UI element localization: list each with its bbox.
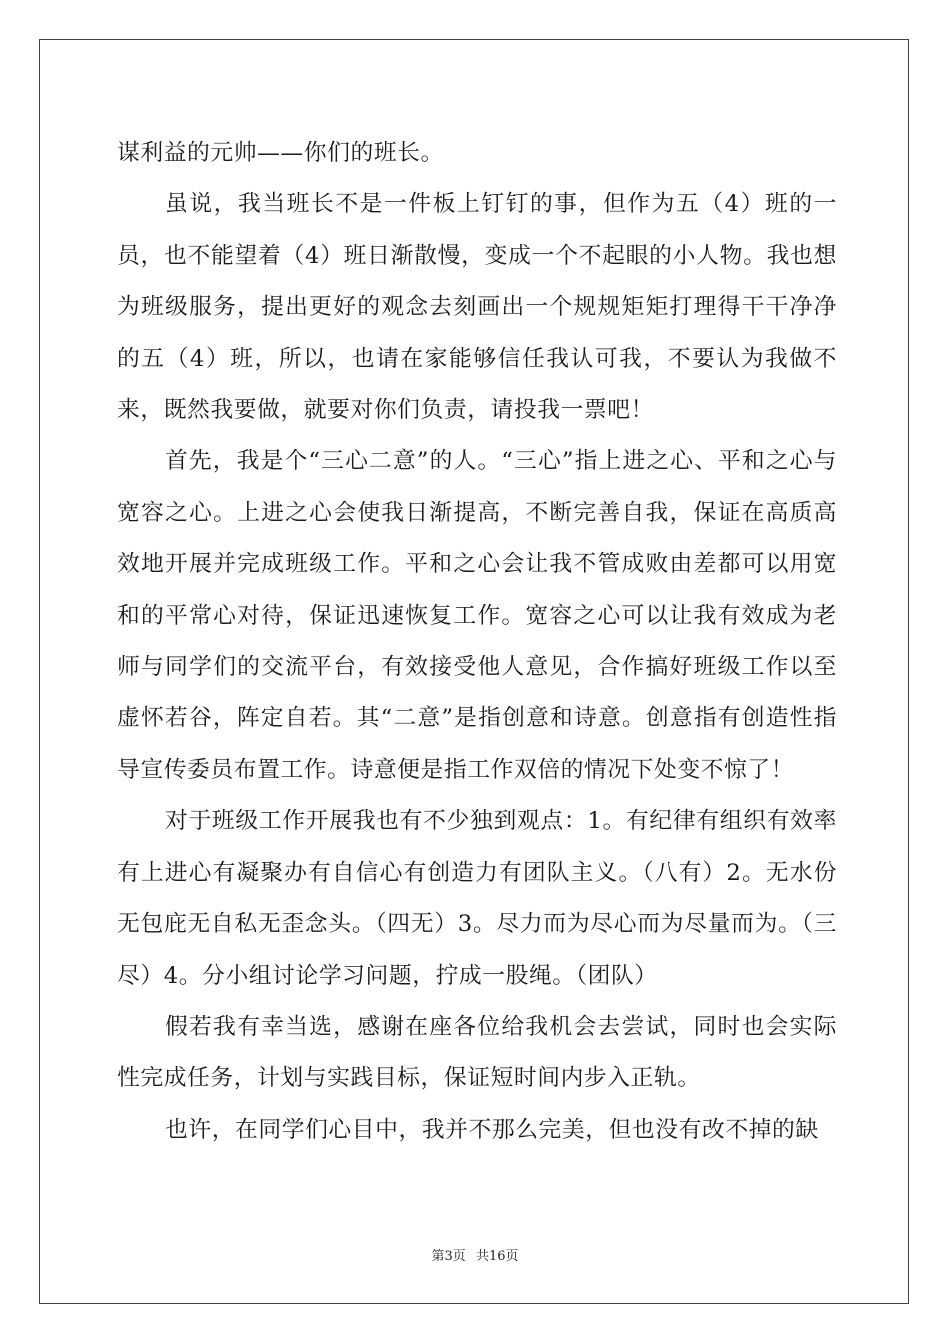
page-footer [0, 1245, 950, 1264]
document-body [117, 128, 837, 1156]
current-page-number: 第3页 [431, 1249, 466, 1264]
paragraph-3: 首先，我是个“三心二意”的人。“三心”指上进之心、平和之心与宽容之心。上进之心会使我日渐提高，不断完善自我，保证在高质高效地开展并完成班级工作。平和之心会让我不管成败由差都可以用宽和的平常心对待，保证迅速恢复工作。宽容之心可以让我有效成为老师与同学们的交流平台，有效接受他人意见，合作搞好班级工作以至虚怀若谷，阵定自若。其“二意”是指创意和诗意。创意指有创造性指导宣传委员布置工作。诗意便是指工作双倍的情况下处变不惊了！ [117, 448, 837, 783]
paragraph-1: 谋利益的元帅——你们的班长。 [117, 140, 444, 166]
paragraph-2: 虽说，我当班长不是一件板上钉钉的事，但作为五（4）班的一员，也不能望着（4）班日渐散慢，变成一个不起眼的小人物。我也想为班级服务，提出更好的观念去刻画出一个规规矩矩打理得干干净净的五（4）班，所以，也请在家能够信任我认可我，不要认为我做不来，既然我要做，就要对你们负责，请投我一票吧！ [117, 191, 837, 424]
paragraph-6: 也许，在同学们心目中，我并不那么完美，但也没有改不掉的缺 [165, 1116, 819, 1143]
paragraph-4: 对于班级工作开展我也有不少独到观点：1。有纪律有组织有效率有上进心有凝聚办有自信心有创造力有团队主义。（八有）2。无水份无包庇无自私无歪念头。（四无）3。尽力而为尽心而为尽量而为。（三尽）4。分小组讨论学习问题，拧成一股绳。（团队） [117, 808, 837, 989]
paragraph-5: 假若我有幸当选，感谢在座各位给我机会去尝试，同时也会实际性完成任务，计划与实践目标，保证短时间内步入正轨。 [117, 1013, 837, 1092]
total-page-count: 共16页 [475, 1249, 519, 1264]
